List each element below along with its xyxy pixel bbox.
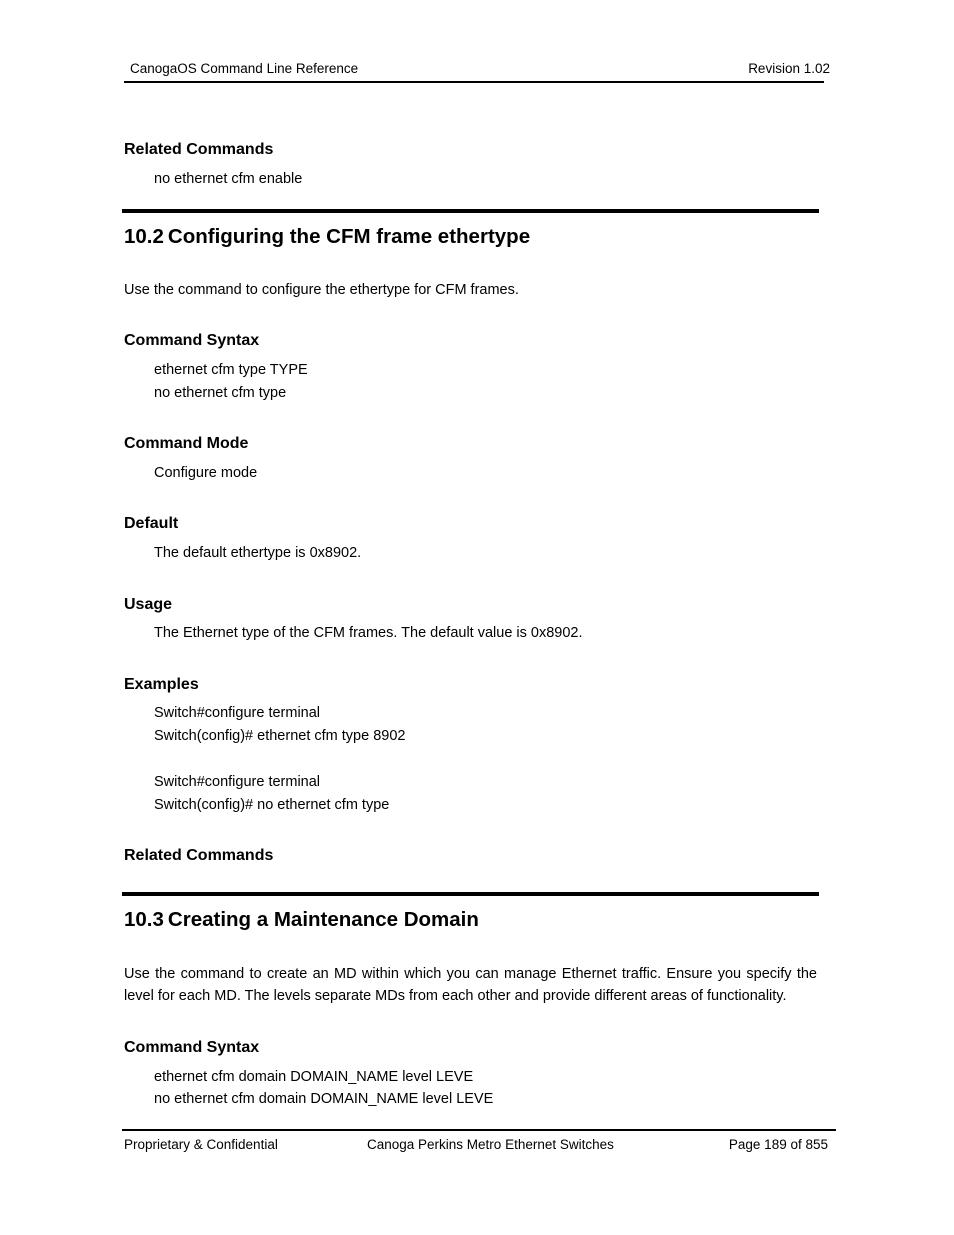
example-line: Switch#configure terminal xyxy=(154,774,321,790)
section-10-2-title xyxy=(124,225,530,249)
command-mode-heading: Command Mode xyxy=(124,435,249,452)
header-rule xyxy=(124,81,824,83)
footer-page-number: Page 189 of 855 xyxy=(728,1137,828,1152)
syntax-line: ethernet cfm type TYPE xyxy=(154,362,308,378)
command-syntax-heading: Command Syntax xyxy=(124,332,260,349)
related-command-item: no ethernet cfm enable xyxy=(154,171,303,187)
section-10-2-title-text: Configuring the CFM frame ethertype xyxy=(167,225,531,248)
header-document-title: CanogaOS Command Line Reference xyxy=(130,61,359,76)
command-mode-text: Configure mode xyxy=(154,465,258,481)
related-commands-heading-top: Related Commands xyxy=(124,141,274,158)
section-10-3-intro: Use the command to create an MD within which you can manage Ethernet traffic. Ensure you specify the level for each MD. The levels separate MDs from each other and provide different areas of functionality. xyxy=(124,966,817,1004)
default-text: The default ethertype is 0x8902. xyxy=(154,545,362,561)
example-line: Switch(config)# no ethernet cfm type xyxy=(154,797,390,813)
syntax-line: no ethernet cfm domain DOMAIN_NAME level LEVE xyxy=(154,1091,494,1107)
usage-heading: Usage xyxy=(124,596,173,613)
syntax-line: ethernet cfm domain DOMAIN_NAME level LEVE xyxy=(154,1069,474,1085)
section-10-2-number: 10.2 xyxy=(124,225,164,248)
related-commands-heading: Related Commands xyxy=(124,847,274,864)
default-heading: Default xyxy=(124,515,179,532)
section-10-2-intro: Use the command to configure the ethertype for CFM frames. xyxy=(124,282,519,298)
section-10-3-title-text: Creating a Maintenance Domain xyxy=(167,908,479,931)
section-10-3-number: 10.3 xyxy=(124,908,164,931)
footer-confidential: Proprietary & Confidential xyxy=(124,1137,278,1152)
examples-heading: Examples xyxy=(124,676,199,693)
header-revision: Revision 1.02 xyxy=(748,61,830,76)
section-10-3-title xyxy=(124,908,479,932)
footer-rule xyxy=(122,1129,836,1131)
example-line: Switch(config)# ethernet cfm type 8902 xyxy=(154,728,406,744)
footer-product: Canoga Perkins Metro Ethernet Switches xyxy=(367,1137,614,1152)
command-syntax-heading-10-3: Command Syntax xyxy=(124,1039,260,1056)
section-10-3-rule xyxy=(122,892,819,896)
syntax-line: no ethernet cfm type xyxy=(154,385,287,401)
example-line: Switch#configure terminal xyxy=(154,705,321,721)
usage-text: The Ethernet type of the CFM frames. The default value is 0x8902. xyxy=(154,625,583,641)
section-10-2-rule xyxy=(122,209,819,213)
